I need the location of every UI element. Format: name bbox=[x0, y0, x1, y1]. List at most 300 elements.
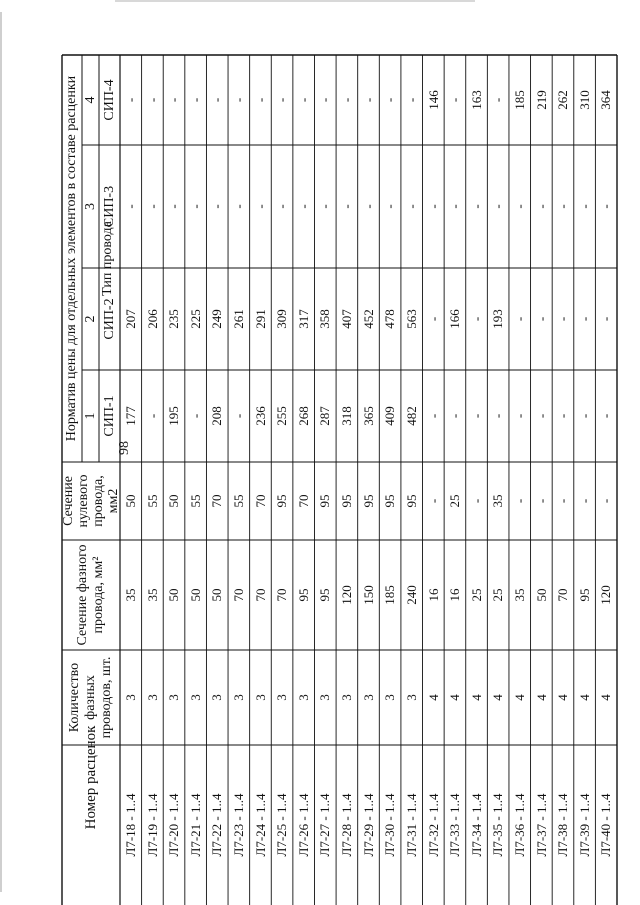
row-19-sip3-cell bbox=[509, 145, 531, 268]
row-21-count: 4 bbox=[554, 694, 570, 701]
row-6-code: Л7-23 - 1..4 bbox=[230, 793, 246, 857]
row-1-sip1: 177 bbox=[122, 406, 138, 426]
row-22-neutral-cell bbox=[574, 462, 596, 540]
row-9-sip2-cell bbox=[293, 268, 315, 370]
row-13-code: Л7-30 - 1..4 bbox=[382, 793, 398, 857]
row-22-neutral: - bbox=[576, 498, 592, 504]
row-13-sip1: 409 bbox=[382, 406, 398, 426]
row-3-neutral-cell bbox=[163, 462, 185, 540]
row-4-code: Л7-21 - 1..4 bbox=[187, 793, 203, 857]
row-5-sip4: - bbox=[209, 97, 225, 103]
row-14-sip3-cell bbox=[401, 145, 423, 268]
row-4-phase: 50 bbox=[187, 588, 203, 602]
row-19-sip3: - bbox=[511, 204, 527, 209]
row-2-sip1: - bbox=[144, 413, 160, 419]
row-5-sip3: - bbox=[209, 204, 225, 209]
row-10-code-cell bbox=[314, 745, 336, 905]
row-4-count: 3 bbox=[187, 694, 203, 701]
row-7-sip3: - bbox=[252, 204, 268, 209]
row-5-sip1: 208 bbox=[209, 406, 225, 426]
header-code-title: Номер расценок bbox=[83, 725, 99, 830]
row-9-code: Л7-26 - 1..4 bbox=[295, 793, 311, 857]
row-16-sip3: - bbox=[446, 204, 462, 209]
row-22-phase: 95 bbox=[576, 588, 592, 602]
row-17-sip2: - bbox=[468, 316, 484, 322]
row-7-sip1-cell bbox=[250, 370, 272, 462]
row-20-phase: 50 bbox=[533, 588, 549, 602]
row-11-code: Л7-28 - 1..4 bbox=[338, 793, 354, 857]
row-7-sip2-cell bbox=[250, 268, 272, 370]
row-2-count: 3 bbox=[144, 694, 160, 701]
row-15-code-cell bbox=[423, 745, 445, 905]
row-8-sip1: 255 bbox=[274, 406, 290, 426]
row-23-sip3-cell bbox=[595, 145, 617, 268]
row-7-code-cell bbox=[250, 745, 272, 905]
row-18-sip1: - bbox=[490, 413, 506, 419]
row-21-neutral-cell bbox=[552, 462, 574, 540]
row-17-neutral: - bbox=[468, 498, 484, 504]
row-5-count-cell bbox=[206, 650, 228, 745]
row-1-sip4-cell bbox=[120, 55, 142, 145]
row-17-count-cell bbox=[466, 650, 488, 745]
row-5-sip4-cell bbox=[206, 55, 228, 145]
row-18-sip3: - bbox=[490, 204, 506, 209]
row-21-sip4-cell bbox=[552, 55, 574, 145]
row-1-neutral-cell bbox=[120, 462, 142, 540]
row-20-count: 4 bbox=[533, 694, 549, 701]
row-14-code: Л7-31 - 1..4 bbox=[403, 793, 419, 857]
row-14-count-cell bbox=[401, 650, 423, 745]
row-4-sip2: 225 bbox=[187, 309, 203, 329]
row-2-neutral-cell bbox=[142, 462, 164, 540]
row-11-sip4: - bbox=[338, 97, 354, 103]
row-23-count-cell bbox=[595, 650, 617, 745]
row-19-sip4-cell bbox=[509, 55, 531, 145]
row-21-count-cell bbox=[552, 650, 574, 745]
row-1-sip4: - bbox=[122, 97, 138, 103]
row-3-code-cell bbox=[163, 745, 185, 905]
row-9-sip1-cell bbox=[293, 370, 315, 462]
row-20-code: Л7-37 - 1..4 bbox=[533, 793, 549, 857]
row-8-sip4: - bbox=[274, 97, 290, 103]
row-9-count-cell bbox=[293, 650, 315, 745]
row-4-phase-cell bbox=[185, 540, 207, 650]
row-23-code-cell bbox=[595, 745, 617, 905]
row-4-sip2-cell bbox=[185, 268, 207, 370]
header-wire-type-title: Тип провода bbox=[100, 221, 115, 296]
row-3-sip4: - bbox=[166, 97, 181, 103]
row-2-neutral: 55 bbox=[144, 494, 160, 508]
row-4-sip1: - bbox=[187, 413, 203, 419]
row-12-sip2: 452 bbox=[360, 309, 376, 329]
row-11-neutral: 95 bbox=[338, 494, 354, 508]
row-15-neutral: - bbox=[425, 498, 441, 504]
wire-type-4-cell bbox=[100, 55, 120, 145]
row-23-count: 4 bbox=[598, 694, 614, 701]
row-12-sip1-cell bbox=[358, 370, 380, 462]
row-10-neutral-cell bbox=[314, 462, 336, 540]
row-11-phase: 120 bbox=[338, 585, 354, 605]
row-3-code: Л7-20 - 1..4 bbox=[166, 793, 181, 857]
row-11-neutral-cell bbox=[336, 462, 358, 540]
row-20-phase-cell bbox=[531, 540, 553, 650]
row-5-sip3-cell bbox=[206, 145, 228, 268]
row-8-code-cell bbox=[271, 745, 293, 905]
row-5-neutral: 70 bbox=[209, 494, 225, 508]
row-20-code-cell bbox=[531, 745, 553, 905]
row-3-phase-cell bbox=[163, 540, 185, 650]
row-11-sip3: - bbox=[338, 204, 354, 209]
row-6-sip1: - bbox=[230, 413, 246, 419]
column-number-4: 4 bbox=[82, 96, 98, 104]
row-14-sip1: 482 bbox=[403, 406, 419, 426]
row-7-phase-cell bbox=[250, 540, 272, 650]
column-number-3-cell bbox=[82, 145, 99, 268]
row-16-count-cell bbox=[444, 650, 466, 745]
row-18-sip1-cell bbox=[487, 370, 509, 462]
row-18-phase-cell bbox=[487, 540, 509, 650]
row-3-sip2: 235 bbox=[166, 309, 181, 329]
row-18-code: Л7-35 - 1..4 bbox=[490, 793, 506, 857]
row-10-sip2: 358 bbox=[317, 309, 333, 329]
row-18-phase: 25 bbox=[490, 588, 506, 602]
row-22-phase-cell bbox=[574, 540, 596, 650]
row-1-sip2: 207 bbox=[122, 309, 138, 329]
row-8-sip3: - bbox=[274, 204, 290, 209]
row-5-phase-cell bbox=[206, 540, 228, 650]
row-22-code-cell bbox=[574, 745, 596, 905]
row-16-sip4-cell bbox=[444, 55, 466, 145]
header-neutral-cell bbox=[62, 462, 120, 540]
row-10-neutral: 95 bbox=[317, 494, 333, 508]
row-23-sip4-cell bbox=[595, 55, 617, 145]
row-4-count-cell bbox=[185, 650, 207, 745]
row-22-sip2: - bbox=[576, 316, 592, 322]
row-14-sip4-cell bbox=[401, 55, 423, 145]
row-23-sip2: - bbox=[598, 316, 614, 322]
row-10-sip4-cell bbox=[314, 55, 336, 145]
page-number: 98 bbox=[117, 441, 132, 455]
column-number-4-cell bbox=[82, 55, 99, 145]
wire-type-2-cell bbox=[100, 268, 120, 370]
row-13-sip1-cell bbox=[379, 370, 401, 462]
row-13-neutral: 95 bbox=[382, 494, 398, 508]
row-18-count: 4 bbox=[490, 694, 506, 701]
row-9-sip4: - bbox=[295, 97, 311, 103]
row-2-sip3: - bbox=[144, 204, 160, 209]
row-23-phase-cell bbox=[595, 540, 617, 650]
row-12-sip4-cell bbox=[358, 55, 380, 145]
row-16-sip1: - bbox=[446, 413, 462, 419]
row-7-neutral: 70 bbox=[252, 494, 268, 508]
row-1-neutral: 50 bbox=[122, 494, 138, 508]
row-15-sip4: 146 bbox=[425, 90, 441, 110]
row-1-count: 3 bbox=[122, 694, 138, 701]
row-13-phase-cell bbox=[379, 540, 401, 650]
row-12-phase: 150 bbox=[360, 585, 376, 605]
row-17-sip1-cell bbox=[466, 370, 488, 462]
row-17-sip2-cell bbox=[466, 268, 488, 370]
row-12-sip2-cell bbox=[358, 268, 380, 370]
row-11-sip3-cell bbox=[336, 145, 358, 268]
row-22-sip3: - bbox=[576, 204, 592, 209]
row-3-sip4-cell bbox=[163, 55, 185, 145]
row-2-sip4: - bbox=[144, 97, 160, 103]
row-15-code: Л7-32 - 1..4 bbox=[425, 793, 441, 857]
row-5-code-cell bbox=[206, 745, 228, 905]
row-7-sip1: 236 bbox=[252, 406, 268, 426]
row-2-sip3-cell bbox=[142, 145, 164, 268]
row-16-sip2-cell bbox=[444, 268, 466, 370]
column-number-1-cell bbox=[82, 370, 99, 462]
row-7-count: 3 bbox=[252, 694, 268, 701]
row-16-sip1-cell bbox=[444, 370, 466, 462]
row-15-count-cell bbox=[423, 650, 445, 745]
row-14-phase-cell bbox=[401, 540, 423, 650]
row-2-phase-cell bbox=[142, 540, 164, 650]
row-14-sip1-cell bbox=[401, 370, 423, 462]
row-7-sip4-cell bbox=[250, 55, 272, 145]
row-5-sip1-cell bbox=[206, 370, 228, 462]
row-21-phase: 70 bbox=[554, 588, 570, 602]
row-16-code: Л7-33 - 1..4 bbox=[446, 793, 462, 857]
row-17-sip4: 163 bbox=[468, 90, 484, 110]
row-19-sip1-cell bbox=[509, 370, 531, 462]
column-number-3: 3 bbox=[82, 203, 98, 210]
row-21-code-cell bbox=[552, 745, 574, 905]
row-1-sip3: - bbox=[122, 204, 138, 209]
row-17-neutral-cell bbox=[466, 462, 488, 540]
row-12-neutral: 95 bbox=[360, 494, 376, 508]
row-20-sip1: - bbox=[533, 413, 549, 419]
row-15-sip2: - bbox=[425, 316, 441, 322]
row-17-phase: 25 bbox=[468, 588, 484, 602]
row-21-sip3-cell bbox=[552, 145, 574, 268]
row-6-sip3: - bbox=[230, 204, 246, 209]
row-3-sip2-cell bbox=[163, 268, 185, 370]
wire-type-3: СИП-3 bbox=[102, 185, 117, 228]
row-13-count-cell bbox=[379, 650, 401, 745]
row-21-neutral: - bbox=[554, 498, 570, 504]
row-2-count-cell bbox=[142, 650, 164, 745]
row-18-sip4-cell bbox=[487, 55, 509, 145]
row-4-code-cell bbox=[185, 745, 207, 905]
row-1-phase: 35 bbox=[122, 588, 138, 602]
row-9-phase-cell bbox=[293, 540, 315, 650]
row-18-sip2-cell bbox=[487, 268, 509, 370]
row-10-phase-cell bbox=[314, 540, 336, 650]
row-15-phase-cell bbox=[423, 540, 445, 650]
row-4-sip4-cell bbox=[185, 55, 207, 145]
row-21-sip3: - bbox=[554, 204, 570, 209]
row-9-code-cell bbox=[293, 745, 315, 905]
row-2-sip2-cell bbox=[142, 268, 164, 370]
row-14-sip2-cell bbox=[401, 268, 423, 370]
row-2-sip1-cell bbox=[142, 370, 164, 462]
row-6-code-cell bbox=[228, 745, 250, 905]
wire-type-2: СИП-2 bbox=[102, 298, 117, 340]
wire-type-3-cell bbox=[100, 145, 120, 268]
row-20-sip4: 219 bbox=[533, 90, 549, 110]
row-13-phase: 185 bbox=[382, 585, 398, 605]
header-neutral-title: Сечение нулевого провода, мм2 bbox=[61, 474, 121, 528]
column-number-2: 2 bbox=[82, 315, 98, 323]
row-18-sip2: 193 bbox=[490, 309, 506, 329]
row-20-neutral: - bbox=[533, 498, 549, 504]
row-19-code: Л7-36 - 1..4 bbox=[511, 793, 527, 857]
row-15-count: 4 bbox=[425, 694, 441, 701]
row-1-count-cell bbox=[120, 650, 142, 745]
row-16-sip2: 166 bbox=[446, 309, 462, 329]
row-15-sip2-cell bbox=[423, 268, 445, 370]
row-18-code-cell bbox=[487, 745, 509, 905]
row-9-sip3-cell bbox=[293, 145, 315, 268]
row-4-neutral: 55 bbox=[187, 494, 203, 508]
row-10-sip1-cell bbox=[314, 370, 336, 462]
header-norm-title: Норматив цены для отдельных элементов в составе расценки bbox=[64, 75, 79, 442]
row-6-neutral: 55 bbox=[230, 494, 246, 508]
row-15-sip3-cell bbox=[423, 145, 445, 268]
row-7-sip2: 291 bbox=[252, 309, 268, 329]
row-3-sip3-cell bbox=[163, 145, 185, 268]
row-9-neutral-cell bbox=[293, 462, 315, 540]
row-12-neutral-cell bbox=[358, 462, 380, 540]
row-19-sip1: - bbox=[511, 413, 527, 419]
row-11-sip1: 318 bbox=[338, 406, 354, 426]
header-phase-title: Сечение фазного провода, мм² bbox=[75, 544, 106, 646]
row-10-code: Л7-27 - 1..4 bbox=[317, 793, 333, 857]
row-7-sip3-cell bbox=[250, 145, 272, 268]
row-8-count-cell bbox=[271, 650, 293, 745]
row-9-sip4-cell bbox=[293, 55, 315, 145]
row-21-sip1-cell bbox=[552, 370, 574, 462]
row-20-sip4-cell bbox=[531, 55, 553, 145]
row-10-sip3: - bbox=[317, 204, 333, 209]
row-12-sip4: - bbox=[360, 97, 376, 103]
row-21-sip2: - bbox=[554, 316, 570, 322]
row-15-sip3: - bbox=[425, 204, 441, 209]
row-6-sip1-cell bbox=[228, 370, 250, 462]
row-21-phase-cell bbox=[552, 540, 574, 650]
row-8-neutral-cell bbox=[271, 462, 293, 540]
row-7-phase: 70 bbox=[252, 588, 268, 602]
row-3-sip3: - bbox=[166, 204, 181, 209]
row-1-sip3-cell bbox=[120, 145, 142, 268]
row-10-sip1: 287 bbox=[317, 406, 333, 426]
row-13-count: 3 bbox=[382, 694, 398, 701]
row-10-count: 3 bbox=[317, 694, 333, 701]
row-8-neutral: 95 bbox=[274, 494, 290, 508]
row-22-count-cell bbox=[574, 650, 596, 745]
row-4-neutral-cell bbox=[185, 462, 207, 540]
row-16-sip4: - bbox=[446, 97, 462, 103]
row-23-phase: 120 bbox=[598, 585, 614, 605]
row-11-count-cell bbox=[336, 650, 358, 745]
row-13-sip4: - bbox=[382, 97, 398, 103]
row-15-sip4-cell bbox=[423, 55, 445, 145]
row-19-code-cell bbox=[509, 745, 531, 905]
row-10-count-cell bbox=[314, 650, 336, 745]
row-6-sip2: 261 bbox=[230, 309, 246, 329]
row-13-sip2: 478 bbox=[382, 309, 398, 329]
row-9-phase: 95 bbox=[295, 588, 311, 602]
row-1-phase-cell bbox=[120, 540, 142, 650]
row-21-sip2-cell bbox=[552, 268, 574, 370]
row-13-sip3-cell bbox=[379, 145, 401, 268]
row-14-sip4: - bbox=[403, 97, 419, 103]
row-18-neutral-cell bbox=[487, 462, 509, 540]
row-20-sip3-cell bbox=[531, 145, 553, 268]
wire-type-4: СИП-4 bbox=[102, 79, 117, 121]
row-2-sip2: 206 bbox=[144, 309, 160, 329]
row-6-sip2-cell bbox=[228, 268, 250, 370]
header-norm-cell bbox=[62, 55, 82, 462]
row-9-sip3: - bbox=[295, 204, 311, 209]
row-18-neutral: 35 bbox=[490, 494, 506, 508]
row-1-sip2-cell bbox=[120, 268, 142, 370]
row-23-code: Л7-40 - 1..4 bbox=[598, 793, 614, 857]
row-16-code-cell bbox=[444, 745, 466, 905]
row-2-sip4-cell bbox=[142, 55, 164, 145]
row-20-neutral-cell bbox=[531, 462, 553, 540]
row-19-phase-cell bbox=[509, 540, 531, 650]
row-9-sip2: 317 bbox=[295, 309, 311, 329]
row-16-phase: 16 bbox=[446, 588, 462, 602]
row-22-sip1-cell bbox=[574, 370, 596, 462]
row-12-count-cell bbox=[358, 650, 380, 745]
row-20-sip2: - bbox=[533, 316, 549, 322]
row-19-sip4: 185 bbox=[511, 90, 527, 110]
row-8-count: 3 bbox=[274, 694, 290, 701]
row-10-sip4: - bbox=[317, 97, 333, 103]
row-22-sip2-cell bbox=[574, 268, 596, 370]
row-23-neutral-cell bbox=[595, 462, 617, 540]
row-1-sip1-cell bbox=[120, 370, 142, 462]
row-8-phase-cell bbox=[271, 540, 293, 650]
row-20-sip2-cell bbox=[531, 268, 553, 370]
row-8-sip1-cell bbox=[271, 370, 293, 462]
row-7-count-cell bbox=[250, 650, 272, 745]
wire-type-1: СИП-1 bbox=[102, 395, 117, 437]
row-5-sip2: 249 bbox=[209, 309, 225, 329]
row-13-sip3: - bbox=[382, 204, 398, 209]
row-5-code: Л7-22 - 1..4 bbox=[209, 793, 225, 857]
row-4-sip3: - bbox=[187, 204, 203, 209]
row-7-neutral-cell bbox=[250, 462, 272, 540]
row-15-sip1: - bbox=[425, 413, 441, 419]
row-16-count: 4 bbox=[446, 694, 462, 701]
row-5-phase: 50 bbox=[209, 588, 225, 602]
row-23-sip1: - bbox=[598, 413, 614, 419]
row-3-sip1: 195 bbox=[166, 406, 181, 426]
row-23-neutral: - bbox=[598, 498, 614, 504]
row-10-sip2-cell bbox=[314, 268, 336, 370]
row-20-sip3: - bbox=[533, 204, 549, 209]
row-15-phase: 16 bbox=[425, 588, 441, 602]
row-12-sip1: 365 bbox=[360, 406, 376, 426]
row-17-sip4-cell bbox=[466, 55, 488, 145]
row-12-sip3: - bbox=[360, 204, 376, 209]
row-20-sip1-cell bbox=[531, 370, 553, 462]
row-10-phase: 95 bbox=[317, 588, 333, 602]
row-11-count: 3 bbox=[338, 694, 354, 701]
row-19-neutral-cell bbox=[509, 462, 531, 540]
row-23-sip3: - bbox=[598, 204, 614, 209]
row-16-phase-cell bbox=[444, 540, 466, 650]
row-8-sip3-cell bbox=[271, 145, 293, 268]
row-5-count: 3 bbox=[209, 694, 225, 701]
row-17-count: 4 bbox=[468, 694, 484, 701]
